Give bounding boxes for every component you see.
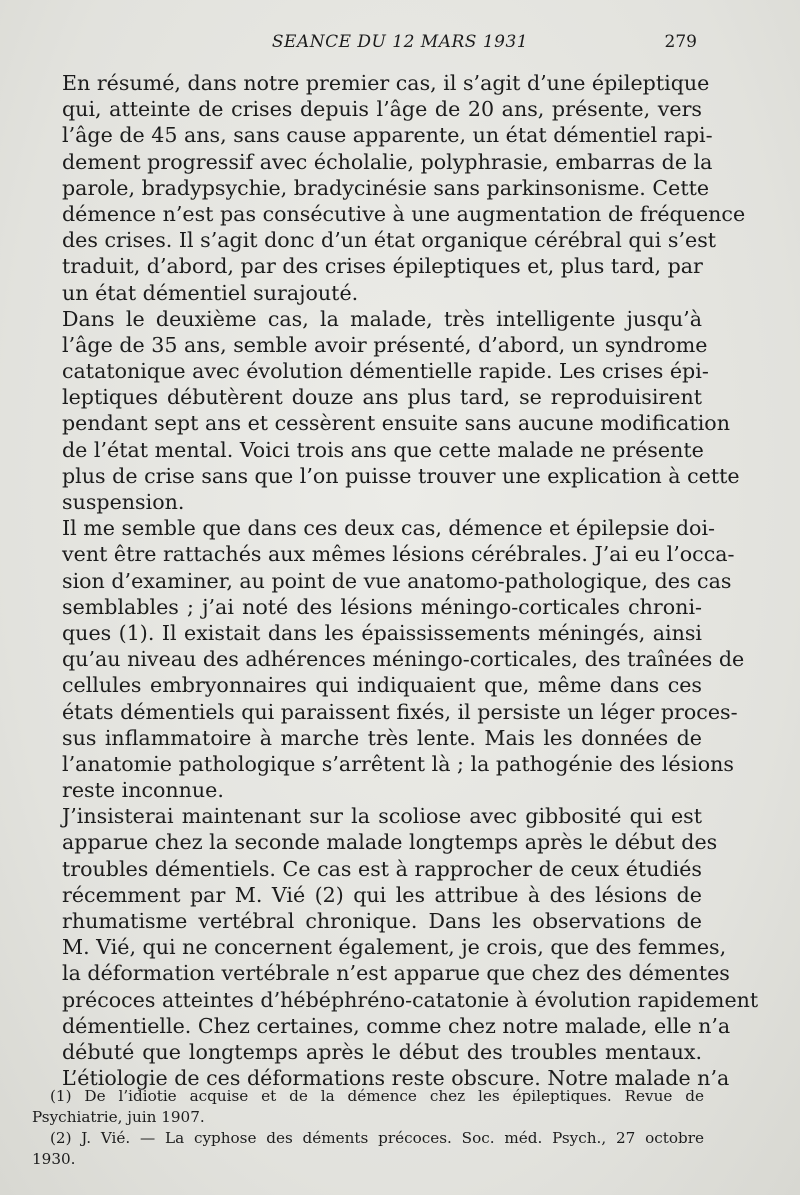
text-line: reste inconnue. — [62, 778, 224, 803]
text-line: la déformation vertébrale n’est apparue que chez des démentes — [62, 961, 730, 986]
text-line: catatonique avec évolution démentielle rapide. Les crises épi- — [62, 359, 709, 384]
text-line: états démentiels qui paraissent fixés, il persiste un léger proces- — [62, 699, 738, 724]
footnote-line: (2) J. Vié. — La cyphose des déments précoces. Soc. méd. Psych., 27 octobre — [50, 1129, 704, 1147]
text-line: troubles démentiels. Ce cas est à rapprocher de ceux étudiés — [62, 856, 702, 881]
footnote-line: (1) De l’idiotie acquise et de la démence chez les épileptiques. Revue de — [50, 1087, 704, 1105]
footnotes — [32, 1086, 704, 1170]
text-line: récemment par M. Vié (2) qui les attribue à des lésions de — [62, 882, 702, 907]
text-line: parole, bradypsychie, bradycinésie sans parkinsonisme. Cette — [62, 175, 710, 200]
page-number: 279 — [664, 32, 697, 52]
text-line: L’étiologie de ces déformations reste obscure. Notre malade n’a — [62, 1066, 730, 1091]
text-line: vent être rattachés aux mêmes lésions cérébrales. J’ai eu l’occa- — [62, 542, 735, 567]
text-line: ques (1). Il existait dans les épaississements méningés, ainsi — [62, 620, 702, 645]
text-line: débuté que longtemps après le début des troubles mentaux. — [62, 1039, 702, 1064]
text-line: cellules embryonnaires qui indiquaient que, même dans ces — [62, 673, 702, 698]
running-title: SEANCE DU 12 MARS 1931 — [271, 32, 529, 52]
text-line: démence n’est pas consécutive à une augmentation de fréquence — [62, 201, 746, 226]
text-line: dement progressif avec écholalie, polyphrasie, embarras de la — [62, 149, 713, 174]
text-line: plus de crise sans que l’on puisse trouver une explication à cette — [62, 463, 740, 488]
text-line: de l’état mental. Voici trois ans que cette malade ne présente — [62, 437, 704, 462]
text-line: M. Vié, qui ne concernent également, je crois, que des femmes, — [62, 935, 727, 960]
text-line: l’âge de 45 ans, sans cause apparente, un état démentiel rapi- — [62, 123, 713, 148]
text-line: suspension. — [62, 490, 185, 514]
text-line: précoces atteintes d’hébéphréno-catatonie à évolution rapidement — [62, 987, 759, 1012]
text-line: qui, atteinte de crises depuis l’âge de 20 ans, présente, vers — [62, 97, 702, 122]
text-line: Il me semble que dans ces deux cas, démence et épilepsie doi- — [62, 516, 715, 541]
text-line: J’insisterai maintenant sur la scoliose avec gibbosité qui est — [62, 804, 702, 829]
text-line: traduit, d’abord, par des crises épileptiques et, plus tard, par — [62, 254, 703, 279]
footnote-line: 1930. — [32, 1150, 76, 1168]
text-line: apparue chez la seconde malade longtemps après le début des — [62, 830, 718, 855]
text-line: leptiques débutèrent douze ans plus tard, se reproduisirent — [62, 385, 702, 410]
text-line: pendant sept ans et cessèrent ensuite sans aucune modification — [62, 411, 730, 436]
text-line: démentielle. Chez certaines, comme chez notre malade, elle n’a — [62, 1013, 731, 1038]
text-line: un état démentiel surajouté. — [62, 280, 359, 305]
text-line: qu’au niveau des adhérences méningo-corticales, des traînées de — [62, 647, 745, 672]
text-line: des crises. Il s’agit donc d’un état organique cérébral qui s’est — [62, 228, 717, 253]
page-header — [0, 32, 800, 58]
text-line: sus inflammatoire à marche très lente. Mais les données de — [62, 725, 702, 750]
text-line: l’âge de 35 ans, semble avoir présenté, d’abord, un syndrome — [62, 332, 708, 357]
text-line: l’anatomie pathologique s’arrêtent là ; la pathogénie des lésions — [62, 751, 734, 776]
text-line: En résumé, dans notre premier cas, il s’agit d’une épileptique — [62, 71, 710, 95]
text-line: rhumatisme vertébral chronique. Dans les observations de — [62, 909, 702, 933]
body-text — [62, 70, 759, 1091]
text-line: semblables ; j’ai noté des lésions méningo-corticales chroni- — [62, 594, 702, 619]
text-line: Dans le deuxième cas, la malade, très intelligente jusqu’à — [62, 306, 702, 331]
text-line: sion d’examiner, au point de vue anatomo-pathologique, des cas — [62, 568, 732, 593]
footnote-line: Psychiatrie, juin 1907. — [32, 1108, 205, 1126]
